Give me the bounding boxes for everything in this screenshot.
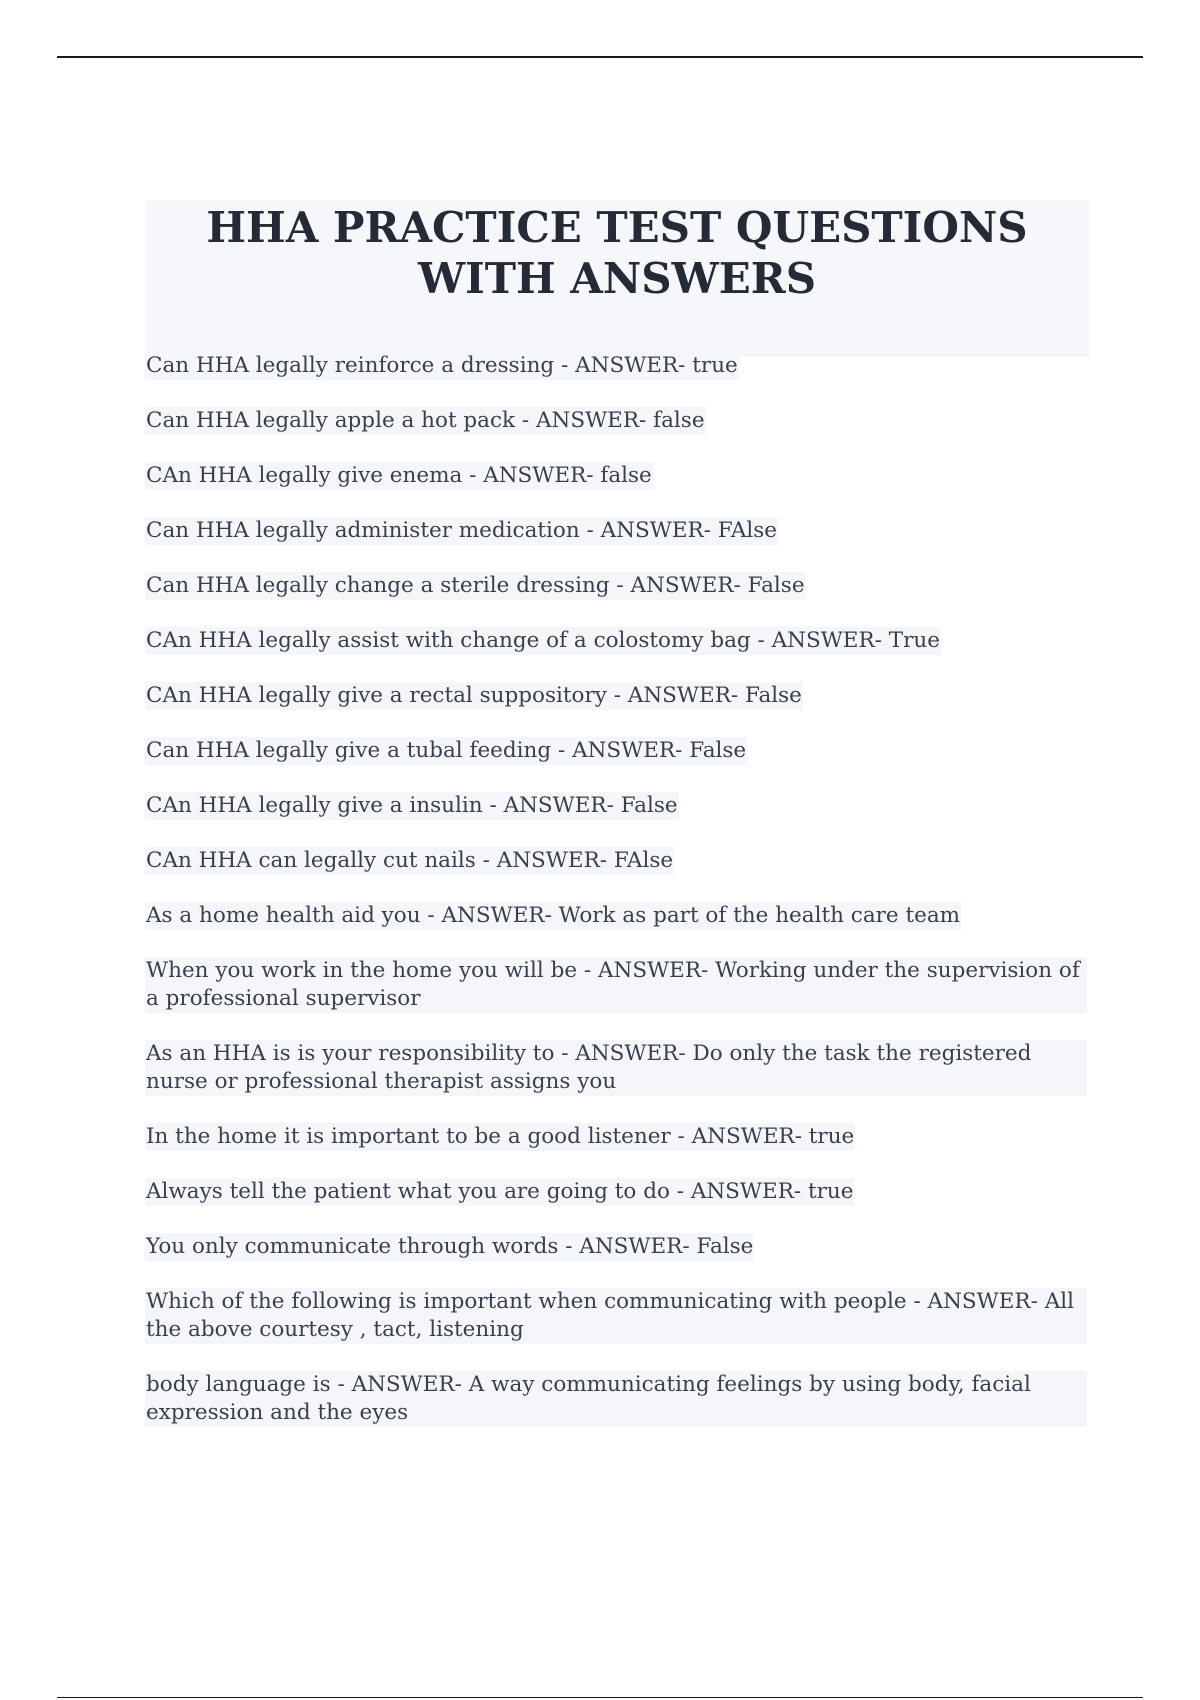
qa-item: As a home health aid you - ANSWER- Work as part of the health care team xyxy=(146,903,961,928)
title-line-2: WITH ANSWERS xyxy=(417,254,817,303)
qa-item: body language is - ANSWER- A way communicating feelings by using body, facial expression and the eyes xyxy=(145,1371,1087,1427)
qa-item: CAn HHA legally give a rectal suppository - ANSWER- False xyxy=(146,683,802,708)
document-title xyxy=(145,202,1089,304)
qa-item: Can HHA legally change a sterile dressing - ANSWER- False xyxy=(146,573,805,598)
qa-item: In the home it is important to be a good listener - ANSWER- true xyxy=(146,1124,855,1149)
header-rule xyxy=(57,56,1143,58)
qa-item: As an HHA is is your responsibility to - ANSWER- Do only the task the registered nurse or professional therapist assigns you xyxy=(145,1040,1087,1096)
qa-item: CAn HHA legally assist with change of a colostomy bag - ANSWER- True xyxy=(146,628,940,653)
qa-item: Can HHA legally administer medication - ANSWER- FAlse xyxy=(146,518,778,543)
qa-item: CAn HHA can legally cut nails - ANSWER- FAlse xyxy=(146,848,674,873)
qa-item: CAn HHA legally give a insulin - ANSWER- False xyxy=(146,793,678,818)
qa-item: Which of the following is important when communicating with people - ANSWER- All the above courtesy , tact, listening xyxy=(145,1288,1087,1344)
qa-item: Can HHA legally reinforce a dressing - ANSWER- true xyxy=(146,353,738,378)
title-block xyxy=(145,200,1089,357)
footer-rule xyxy=(57,1697,1143,1698)
qa-item: Can HHA legally give a tubal feeding - ANSWER- False xyxy=(146,738,747,763)
qa-item: CAn HHA legally give enema - ANSWER- false xyxy=(146,463,652,488)
title-line-1: HHA PRACTICE TEST QUESTIONS xyxy=(206,203,1028,252)
qa-item: Can HHA legally apple a hot pack - ANSWER- false xyxy=(146,408,705,433)
qa-item: You only communicate through words - ANSWER- False xyxy=(146,1234,754,1259)
qa-item: Always tell the patient what you are going to do - ANSWER- true xyxy=(146,1179,854,1204)
qa-list xyxy=(145,352,1089,1454)
qa-item: When you work in the home you will be - ANSWER- Working under the supervision of a professional supervisor xyxy=(145,957,1087,1013)
